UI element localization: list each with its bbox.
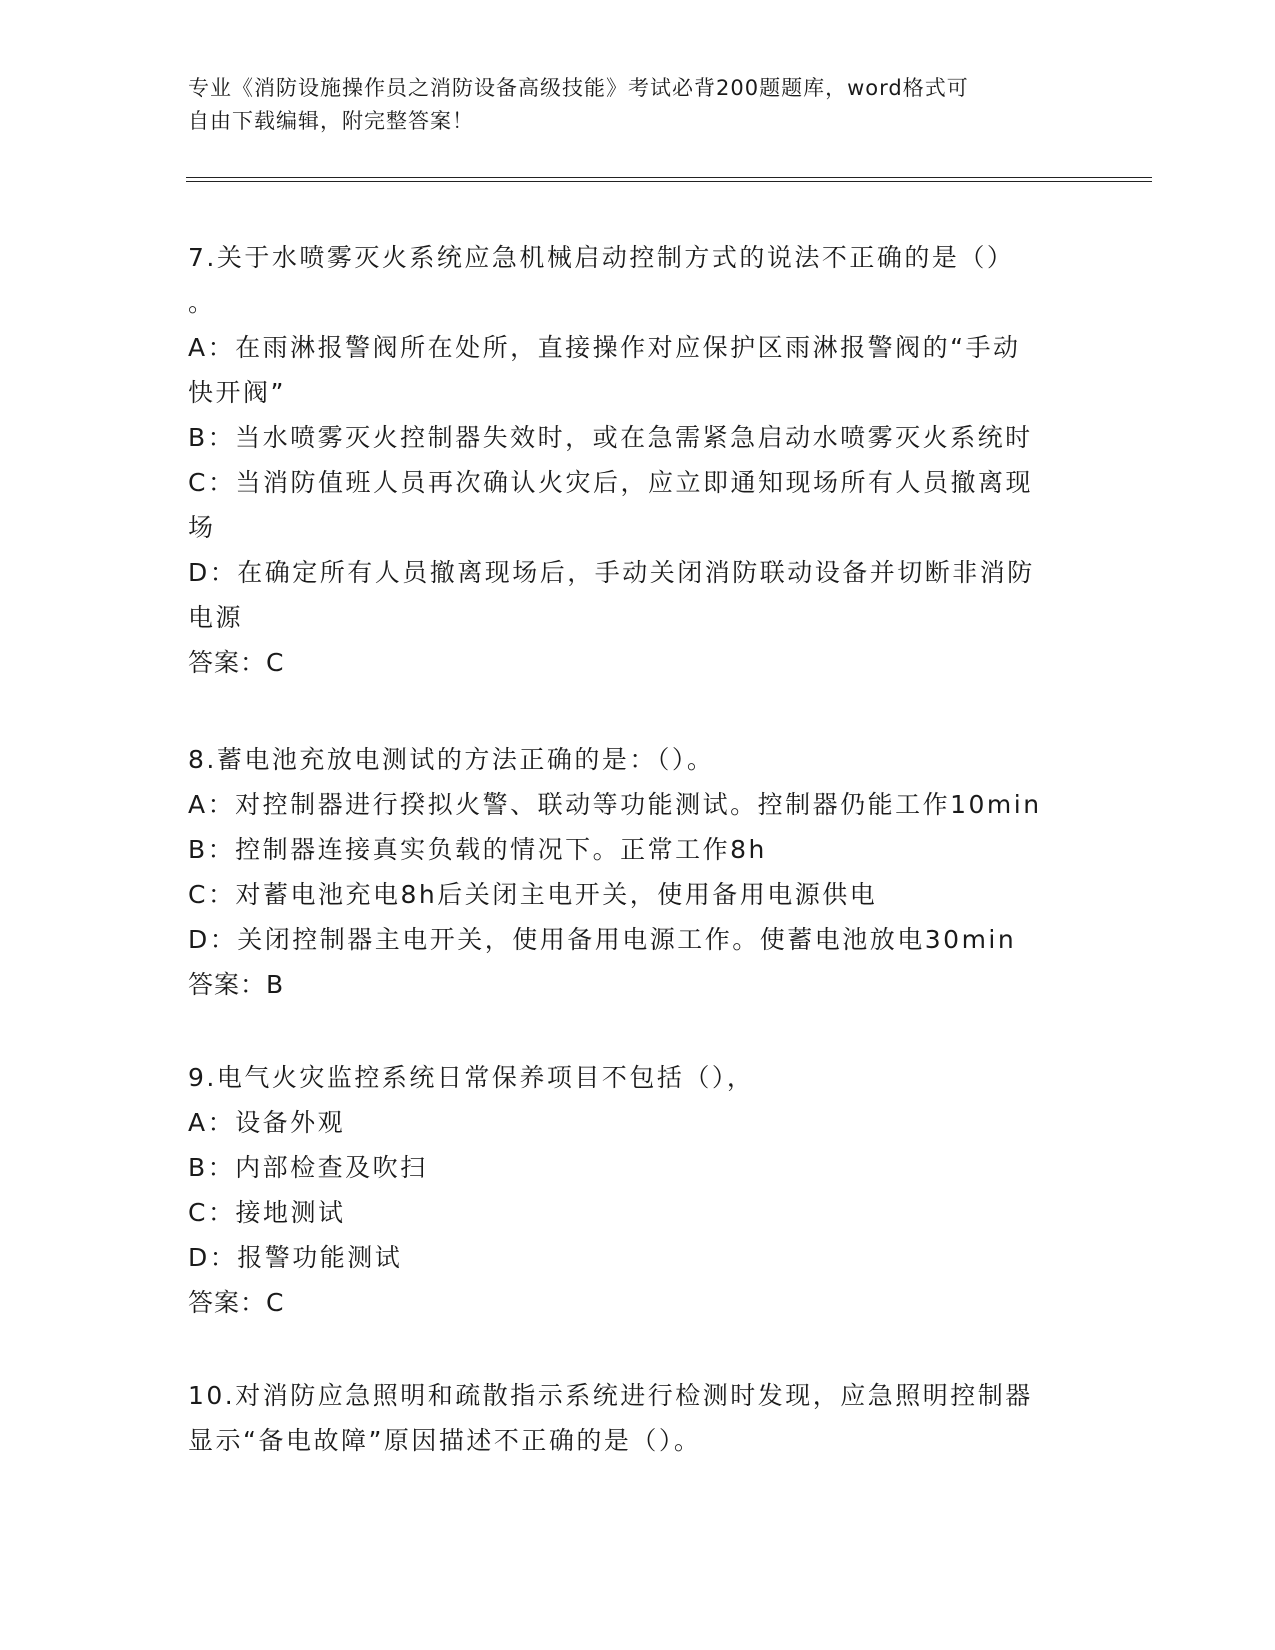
option-c-continued: 场 bbox=[188, 513, 216, 542]
document-header bbox=[188, 72, 1068, 138]
option-d: D：关闭控制器主电开关，使用备用电源工作。使蓄电池放电30min bbox=[188, 925, 1017, 954]
option-b: B：内部检查及吹扫 bbox=[188, 1153, 428, 1182]
question-stem: 7.关于水喷雾灭火系统应急机械启动控制方式的说法不正确的是（） bbox=[188, 243, 1015, 272]
option-a: A：对控制器进行揆拟火警、联动等功能测试。控制器仍能工作10min bbox=[188, 790, 1042, 819]
header-divider-bottom bbox=[186, 181, 1152, 182]
option-c: C：接地测试 bbox=[188, 1198, 346, 1227]
question-stem: 8.蓄电池充放电测试的方法正确的是：（）。 bbox=[188, 745, 715, 774]
option-b: B：控制器连接真实负载的情况下。正常工作8h bbox=[188, 835, 767, 864]
answer: 答案：B bbox=[188, 970, 285, 999]
question-8 bbox=[188, 737, 1068, 1007]
option-d-continued: 电源 bbox=[188, 603, 244, 632]
option-a: A：设备外观 bbox=[188, 1108, 346, 1137]
option-a: A：在雨淋报警阀所在处所，直接操作对应保护区雨淋报警阀的“手动 bbox=[188, 333, 1021, 362]
question-7 bbox=[188, 235, 1068, 685]
question-10 bbox=[188, 1373, 1068, 1463]
header-divider-top bbox=[186, 177, 1152, 178]
option-d: D：报警功能测试 bbox=[188, 1243, 403, 1272]
question-stem-continued: 。 bbox=[188, 288, 216, 317]
option-c: C：对蓄电池充电8h后关闭主电开关，使用备用电源供电 bbox=[188, 880, 878, 909]
option-d: D：在确定所有人员撤离现场后，手动关闭消防联动设备并切断非消防 bbox=[188, 558, 1035, 587]
answer: 答案：C bbox=[188, 648, 285, 677]
question-9 bbox=[188, 1055, 1068, 1325]
option-b: B：当水喷雾灭火控制器失效时，或在急需紧急启动水喷雾灭火系统时 bbox=[188, 423, 1033, 452]
question-stem-continued: 显示“备电故障”原因描述不正确的是（）。 bbox=[188, 1426, 702, 1455]
question-stem: 9.电气火灾监控系统日常保养项目不包括（）， bbox=[188, 1063, 755, 1092]
header-line-1: 专业《消防设施操作员之消防设备高级技能》考试必背200题题库，word格式可 bbox=[188, 76, 969, 100]
question-stem: 10.对消防应急照明和疏散指示系统进行检测时发现，应急照明控制器 bbox=[188, 1381, 1033, 1410]
answer: 答案：C bbox=[188, 1288, 285, 1317]
option-c: C：当消防值班人员再次确认火灾后，应立即通知现场所有人员撤离现 bbox=[188, 468, 1033, 497]
header-line-2: 自由下载编辑，附完整答案！ bbox=[188, 109, 474, 133]
option-a-continued: 快开阀” bbox=[188, 378, 286, 407]
